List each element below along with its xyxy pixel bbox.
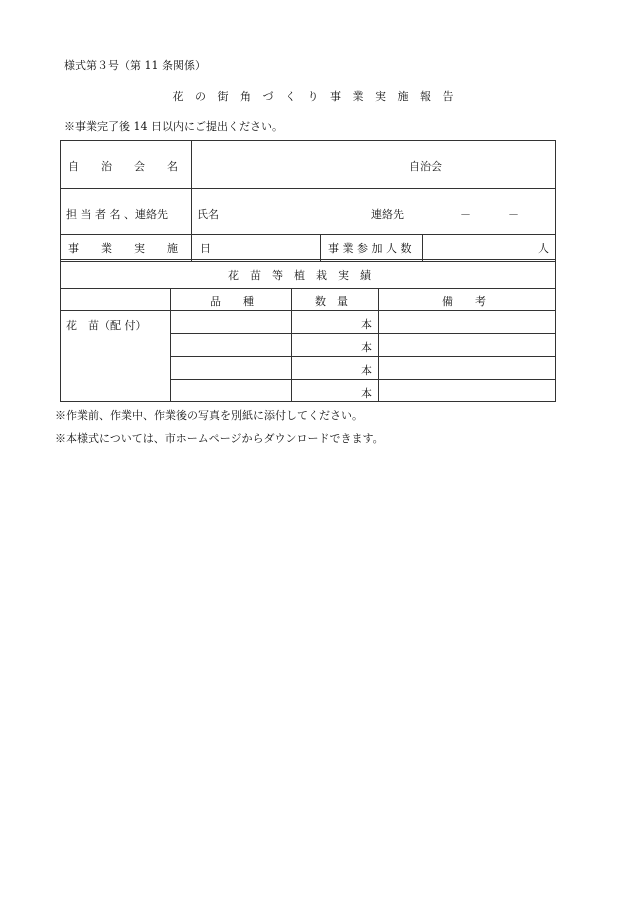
column-header-remarks: 備 考 xyxy=(442,295,486,308)
row-divider xyxy=(60,288,556,289)
column-divider xyxy=(291,288,292,401)
row-divider xyxy=(170,356,556,357)
planting-results-heading: 花 苗 等 植 栽 実 績 xyxy=(228,269,371,282)
submission-instruction: ※事業完了後 14 日以内にご提出ください。 xyxy=(64,120,283,133)
report-form-table xyxy=(60,140,556,402)
name-field-label: 氏名 xyxy=(197,208,219,221)
table-border-right xyxy=(555,140,556,402)
row-divider xyxy=(170,333,556,334)
column-divider xyxy=(422,234,423,261)
row-divider xyxy=(60,234,556,235)
column-divider xyxy=(378,288,379,401)
row-divider xyxy=(60,310,556,311)
column-divider xyxy=(320,234,321,261)
contact-person-label: 担 当 者 名 、連絡先 xyxy=(66,208,168,221)
implementation-date-label: 事 業 実 施 日 xyxy=(68,242,211,255)
association-name-label: 自 治 会 名 xyxy=(68,160,178,173)
quantity-unit: 本 xyxy=(361,341,372,354)
photo-attachment-note: ※作業前、作業中、作業後の写真を別紙に添付してください。 xyxy=(55,409,363,422)
column-header-variety: 品 種 xyxy=(210,295,254,308)
table-border-top xyxy=(60,140,556,141)
row-divider xyxy=(60,261,556,262)
column-header-quantity: 数 量 xyxy=(315,295,348,308)
phone-dash: － xyxy=(508,208,519,221)
download-note: ※本様式については、市ホームページからダウンロードできます。 xyxy=(55,432,384,445)
phone-dash: － xyxy=(460,208,471,221)
table-border-left xyxy=(60,140,61,402)
column-divider xyxy=(170,288,171,401)
document-title: 花 の 街 角 づ く り 事 業 実 施 報 告 xyxy=(172,90,458,103)
participants-label: 事 業 参 加 人 数 xyxy=(328,242,412,255)
contact-field-label: 連絡先 xyxy=(371,208,404,221)
participants-unit: 人 xyxy=(538,242,549,255)
seedling-distribution-label: 花 苗（配 付） xyxy=(66,319,147,332)
table-border-bottom xyxy=(60,401,556,402)
association-suffix: 自治会 xyxy=(409,160,442,173)
quantity-unit: 本 xyxy=(361,387,372,400)
row-divider xyxy=(60,188,556,189)
row-divider xyxy=(60,259,556,260)
quantity-unit: 本 xyxy=(361,364,372,377)
row-divider xyxy=(170,379,556,380)
form-number: 様式第３号（第 11 条関係） xyxy=(64,59,206,72)
quantity-unit: 本 xyxy=(361,318,372,331)
